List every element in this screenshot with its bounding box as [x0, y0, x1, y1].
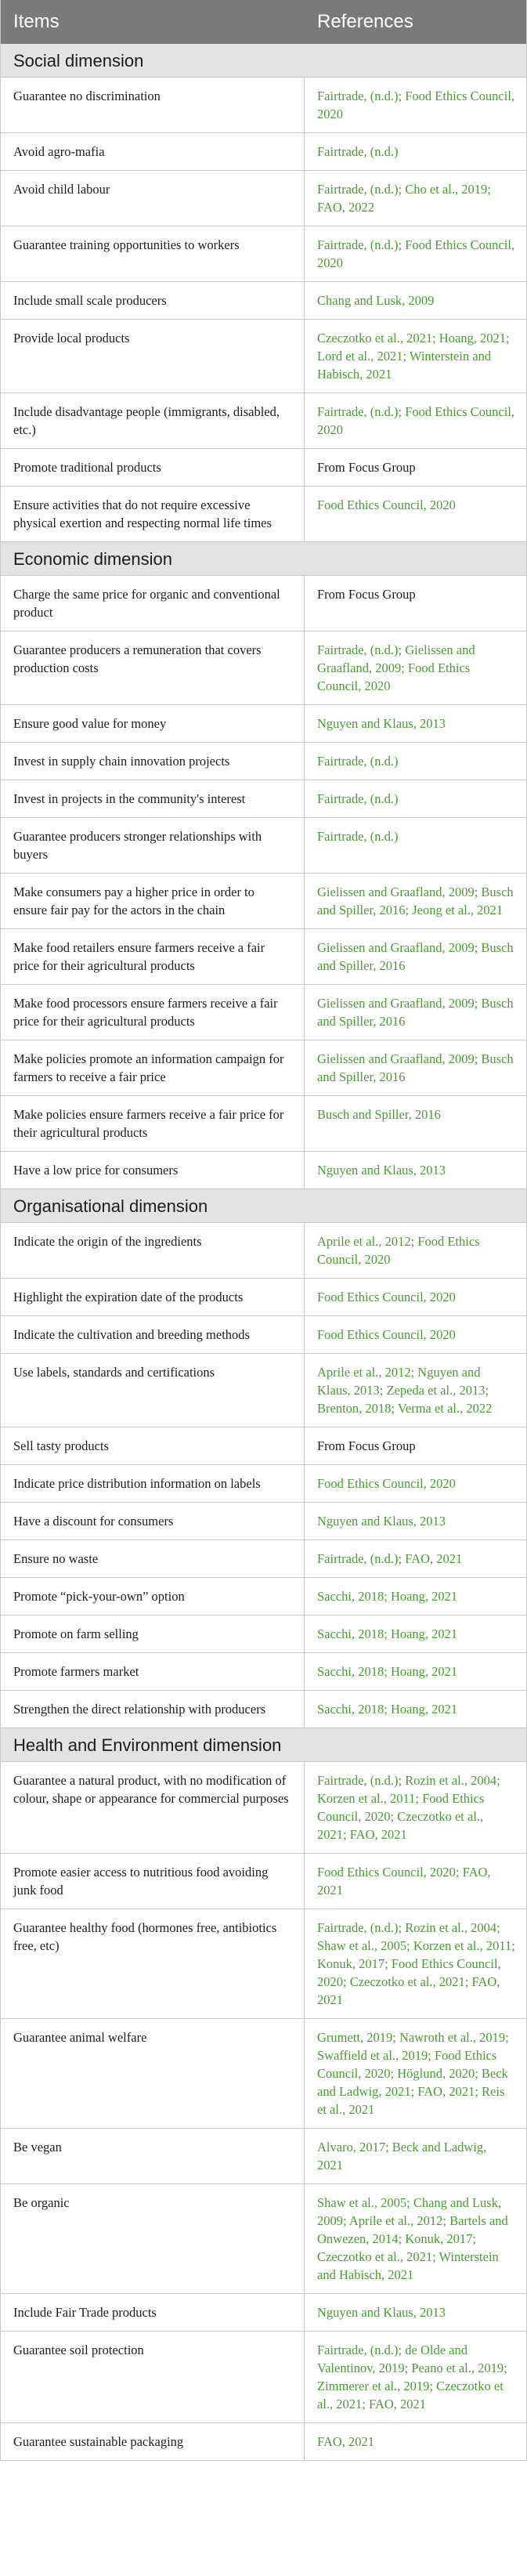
table-header [1, 0, 526, 44]
reference-link[interactable]: FAO, 2021 [317, 2434, 375, 2449]
section-header: Health and Environment dimension [1, 1728, 526, 1762]
reference-link[interactable]: Fairtrade, (n.d.); Gielissen and Graafland, 2009; Food Ethics Council, 2020 [317, 642, 475, 693]
item-cell: Have a discount for consumers [1, 1503, 305, 1539]
table-row [1, 393, 526, 449]
reference-link[interactable]: Alvaro, 2017; Beck and Ladwig, 2021 [317, 2140, 487, 2173]
reference-link[interactable]: Grumett, 2019; Nawroth et al., 2019; Swaffield et al., 2019; Food Ethics Council, 2020; Höglund, 2020; Beck and Ladwig, 2021; FAO, 2021; Reis et al., 2021 [317, 2030, 509, 2117]
references-column-header: References [317, 11, 413, 32]
item-cell: Make policies promote an information campaign for farmers to receive a fair price [1, 1040, 305, 1095]
reference-link[interactable]: Czeczotko et al., 2021; Hoang, 2021; Lord et al., 2021; Winterstein and Habisch, 2021 [317, 331, 510, 382]
reference-cell: From Focus Group [317, 587, 416, 602]
reference-link[interactable]: Nguyen and Klaus, 2013 [317, 2305, 446, 2320]
item-cell: Invest in projects in the community's interest [1, 780, 305, 817]
table-row [1, 631, 526, 705]
item-cell: Ensure activities that do not require excessive physical exertion and respecting normal life times [1, 487, 305, 541]
table-row [1, 1909, 526, 2019]
reference-link[interactable]: Food Ethics Council, 2020 [317, 1290, 456, 1304]
table-row [1, 171, 526, 226]
item-cell: Promote on farm selling [1, 1615, 305, 1652]
table-body [1, 44, 526, 2461]
item-cell: Guarantee training opportunities to workers [1, 226, 305, 281]
table-row [1, 1854, 526, 1909]
table-row [1, 1354, 526, 1427]
item-cell: Promote easier access to nutritious food avoiding junk food [1, 1854, 305, 1908]
table-row [1, 1653, 526, 1691]
reference-link[interactable]: Sacchi, 2018; Hoang, 2021 [317, 1702, 458, 1717]
reference-link[interactable]: Gielissen and Graafland, 2009; Busch and Spiller, 2016 [317, 996, 514, 1029]
item-cell: Indicate the origin of the ingredients [1, 1223, 305, 1278]
item-cell: Strengthen the direct relationship with producers [1, 1691, 305, 1728]
table-row [1, 320, 526, 393]
reference-link[interactable]: Sacchi, 2018; Hoang, 2021 [317, 1664, 458, 1679]
section-header: Economic dimension [1, 542, 526, 576]
item-cell: Indicate the cultivation and breeding methods [1, 1316, 305, 1353]
table-row [1, 1578, 526, 1615]
item-cell: Ensure good value for money [1, 705, 305, 742]
table-row [1, 1691, 526, 1728]
item-cell: Guarantee producers stronger relationships with buyers [1, 818, 305, 873]
table-row [1, 2184, 526, 2294]
table-row [1, 78, 526, 133]
reference-link[interactable]: Gielissen and Graafland, 2009; Busch and Spiller, 2016 [317, 1051, 514, 1084]
table-row [1, 874, 526, 929]
item-cell: Indicate price distribution information on labels [1, 1465, 305, 1502]
reference-link[interactable]: Fairtrade, (n.d.); Food Ethics Council, 2020 [317, 89, 515, 121]
table-row [1, 133, 526, 171]
table-row [1, 780, 526, 818]
table-row [1, 1223, 526, 1279]
reference-cell: From Focus Group [317, 1438, 416, 1453]
reference-link[interactable]: Gielissen and Graafland, 2009; Busch and Spiller, 2016; Jeong et al., 2021 [317, 885, 514, 917]
item-cell: Guarantee healthy food (hormones free, antibiotics free, etc) [1, 1909, 305, 2018]
reference-link[interactable]: Busch and Spiller, 2016 [317, 1107, 441, 1122]
table-row [1, 705, 526, 743]
table-row [1, 487, 526, 542]
item-cell: Ensure no waste [1, 1540, 305, 1577]
reference-link[interactable]: Fairtrade, (n.d.) [317, 791, 399, 806]
reference-link[interactable]: Sacchi, 2018; Hoang, 2021 [317, 1589, 458, 1604]
item-cell: Include small scale producers [1, 282, 305, 319]
reference-link[interactable]: Fairtrade, (n.d.) [317, 144, 399, 159]
reference-link[interactable]: Nguyen and Klaus, 2013 [317, 716, 446, 731]
reference-link[interactable]: Food Ethics Council, 2020 [317, 1327, 456, 1342]
table-row [1, 985, 526, 1040]
table-row [1, 1316, 526, 1354]
item-cell: Avoid child labour [1, 171, 305, 226]
reference-link[interactable]: Fairtrade, (n.d.); Food Ethics Council, 2020 [317, 237, 515, 270]
item-cell: Guarantee sustainable packaging [1, 2423, 305, 2460]
table-row [1, 1465, 526, 1503]
reference-link[interactable]: Fairtrade, (n.d.); Rozin et al., 2004; Korzen et al., 2011; Food Ethics Council, 2020; Czeczotko et al., 2021; FAO, 2021 [317, 1773, 500, 1842]
reference-link[interactable]: Shaw et al., 2005; Chang and Lusk, 2009; Aprile et al., 2012; Bartels and Onwezen, 2014; Konuk, 2017; Czeczotko et al., 2021; Winterstein and Habisch, 2021 [317, 2195, 508, 2282]
table-row [1, 2294, 526, 2332]
item-cell: Include disadvantage people (immigrants, disabled, etc.) [1, 393, 305, 448]
table-row [1, 226, 526, 282]
reference-link[interactable]: Chang and Lusk, 2009 [317, 293, 435, 308]
item-cell: Guarantee producers a remuneration that covers production costs [1, 631, 305, 704]
item-cell: Include Fair Trade products [1, 2294, 305, 2331]
table-row [1, 282, 526, 320]
reference-link[interactable]: Fairtrade, (n.d.) [317, 829, 399, 844]
table-row [1, 1615, 526, 1653]
item-cell: Provide local products [1, 320, 305, 393]
table-row [1, 818, 526, 874]
item-cell: Guarantee soil protection [1, 2332, 305, 2422]
table-row [1, 449, 526, 487]
item-cell: Sell tasty products [1, 1427, 305, 1464]
item-cell: Promote “pick-your-own” option [1, 1578, 305, 1615]
table-row [1, 1427, 526, 1465]
item-cell: Make consumers pay a higher price in order to ensure fair pay for the actors in the chain [1, 874, 305, 928]
reference-link[interactable]: Gielissen and Graafland, 2009; Busch and Spiller, 2016 [317, 940, 514, 973]
table-row [1, 1040, 526, 1096]
table-row [1, 2129, 526, 2184]
item-cell: Make food processors ensure farmers receive a fair price for their agricultural products [1, 985, 305, 1040]
reference-link[interactable]: Fairtrade, (n.d.) [317, 754, 399, 769]
item-cell: Guarantee animal welfare [1, 2019, 305, 2128]
reference-link[interactable]: Fairtrade, (n.d.); de Olde and Valentinov, 2019; Peano et al., 2019; Zimmerer et al., 2019; Czeczotko et al., 2021; FAO, 2021 [317, 2343, 507, 2411]
item-cell: Guarantee no discrimination [1, 78, 305, 132]
reference-link[interactable]: Fairtrade, (n.d.); Food Ethics Council, 2020 [317, 404, 515, 437]
item-cell: Guarantee a natural product, with no modification of colour, shape or appearance for commercial purposes [1, 1762, 305, 1853]
items-column-header: Items [13, 11, 60, 32]
reference-cell: From Focus Group [317, 460, 416, 475]
item-cell: Highlight the expiration date of the products [1, 1279, 305, 1315]
reference-link[interactable]: Fairtrade, (n.d.); Cho et al., 2019; FAO, 2022 [317, 182, 491, 215]
reference-link[interactable]: Nguyen and Klaus, 2013 [317, 1514, 446, 1529]
reference-link[interactable]: Fairtrade, (n.d.); Rozin et al., 2004; Shaw et al., 2005; Korzen et al., 2011; Konuk, 2017; Food Ethics Council, 2020; Czeczotko et al., 2021; FAO, 2021 [317, 1920, 515, 2007]
item-cell: Be vegan [1, 2129, 305, 2183]
item-cell: Charge the same price for organic and conventional product [1, 576, 305, 631]
table-row [1, 2332, 526, 2423]
item-cell: Have a low price for consumers [1, 1152, 305, 1189]
table-row [1, 1096, 526, 1152]
table-row [1, 1279, 526, 1316]
reference-link[interactable]: Nguyen and Klaus, 2013 [317, 1163, 446, 1178]
table-row [1, 2019, 526, 2129]
section-header: Organisational dimension [1, 1189, 526, 1223]
reference-link[interactable]: Food Ethics Council, 2020 [317, 1476, 456, 1491]
table-row [1, 2423, 526, 2461]
reference-link[interactable]: Fairtrade, (n.d.); FAO, 2021 [317, 1551, 463, 1566]
table-row [1, 743, 526, 780]
item-cell: Use labels, standards and certifications [1, 1354, 305, 1427]
item-cell: Make food retailers ensure farmers receive a fair price for their agricultural products [1, 929, 305, 984]
reference-link[interactable]: Aprile et al., 2012; Food Ethics Council, 2020 [317, 1234, 480, 1267]
table-row [1, 1540, 526, 1578]
table-row [1, 1762, 526, 1854]
table-row [1, 1152, 526, 1189]
item-cell: Avoid agro-mafia [1, 133, 305, 170]
reference-link[interactable]: Food Ethics Council, 2020; FAO, 2021 [317, 1865, 491, 1898]
table-row [1, 576, 526, 631]
item-cell: Promote traditional products [1, 449, 305, 486]
table-row [1, 929, 526, 985]
reference-link[interactable]: Food Ethics Council, 2020 [317, 497, 456, 512]
item-cell: Promote farmers market [1, 1653, 305, 1690]
item-cell: Be organic [1, 2184, 305, 2293]
item-cell: Invest in supply chain innovation projects [1, 743, 305, 780]
reference-link[interactable]: Sacchi, 2018; Hoang, 2021 [317, 1626, 458, 1641]
table-row [1, 1503, 526, 1540]
reference-link[interactable]: Aprile et al., 2012; Nguyen and Klaus, 2013; Zepeda et al., 2013; Brenton, 2018; Verma et al., 2022 [317, 1365, 493, 1416]
section-header: Social dimension [1, 44, 526, 78]
item-cell: Make policies ensure farmers receive a fair price for their agricultural products [1, 1096, 305, 1151]
